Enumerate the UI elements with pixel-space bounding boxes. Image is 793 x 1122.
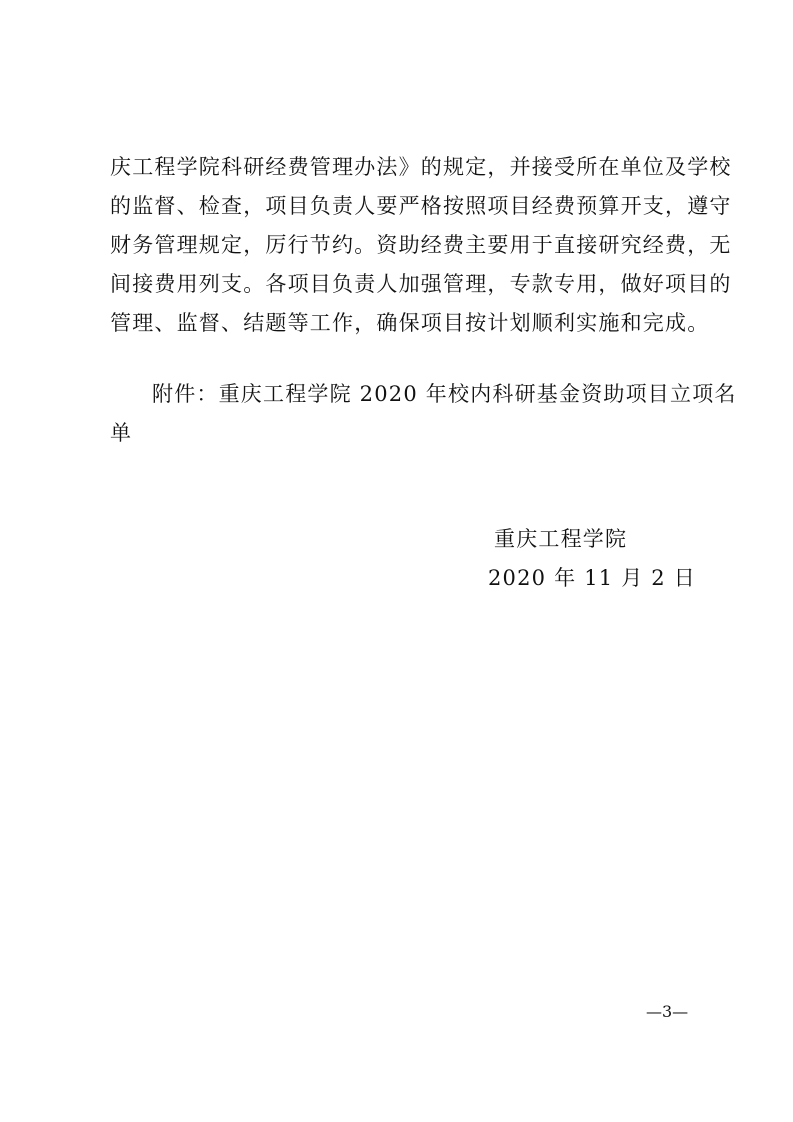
attachment-line: 单 <box>110 421 133 445</box>
signature-date: 2020 年 11 月 2 日 <box>488 566 696 590</box>
body-line: 管理、监督、结题等工作，确保项目按计划顺利实施和完成。 <box>110 311 710 335</box>
body-line: 财务管理规定，厉行节约。资助经费主要用于直接研究经费，无 <box>110 233 732 257</box>
body-line: 间接费用列支。各项目负责人加强管理，专款专用，做好项目的 <box>110 272 732 296</box>
attachment-line: 附件：重庆工程学院 2020 年校内科研基金资助项目立项名 <box>152 382 737 406</box>
signature-block <box>488 520 696 598</box>
body-paragraph <box>110 148 732 343</box>
body-line: 的监督、检查，项目负责人要严格按照项目经费预算开支，遵守 <box>110 194 732 218</box>
signature-organization: 重庆工程学院 <box>494 527 628 551</box>
page-number: —3— <box>646 1002 689 1021</box>
body-line: 庆工程学院科研经费管理办法》的规定，并接受所在单位及学校 <box>110 155 732 179</box>
attachment-note <box>110 375 737 453</box>
